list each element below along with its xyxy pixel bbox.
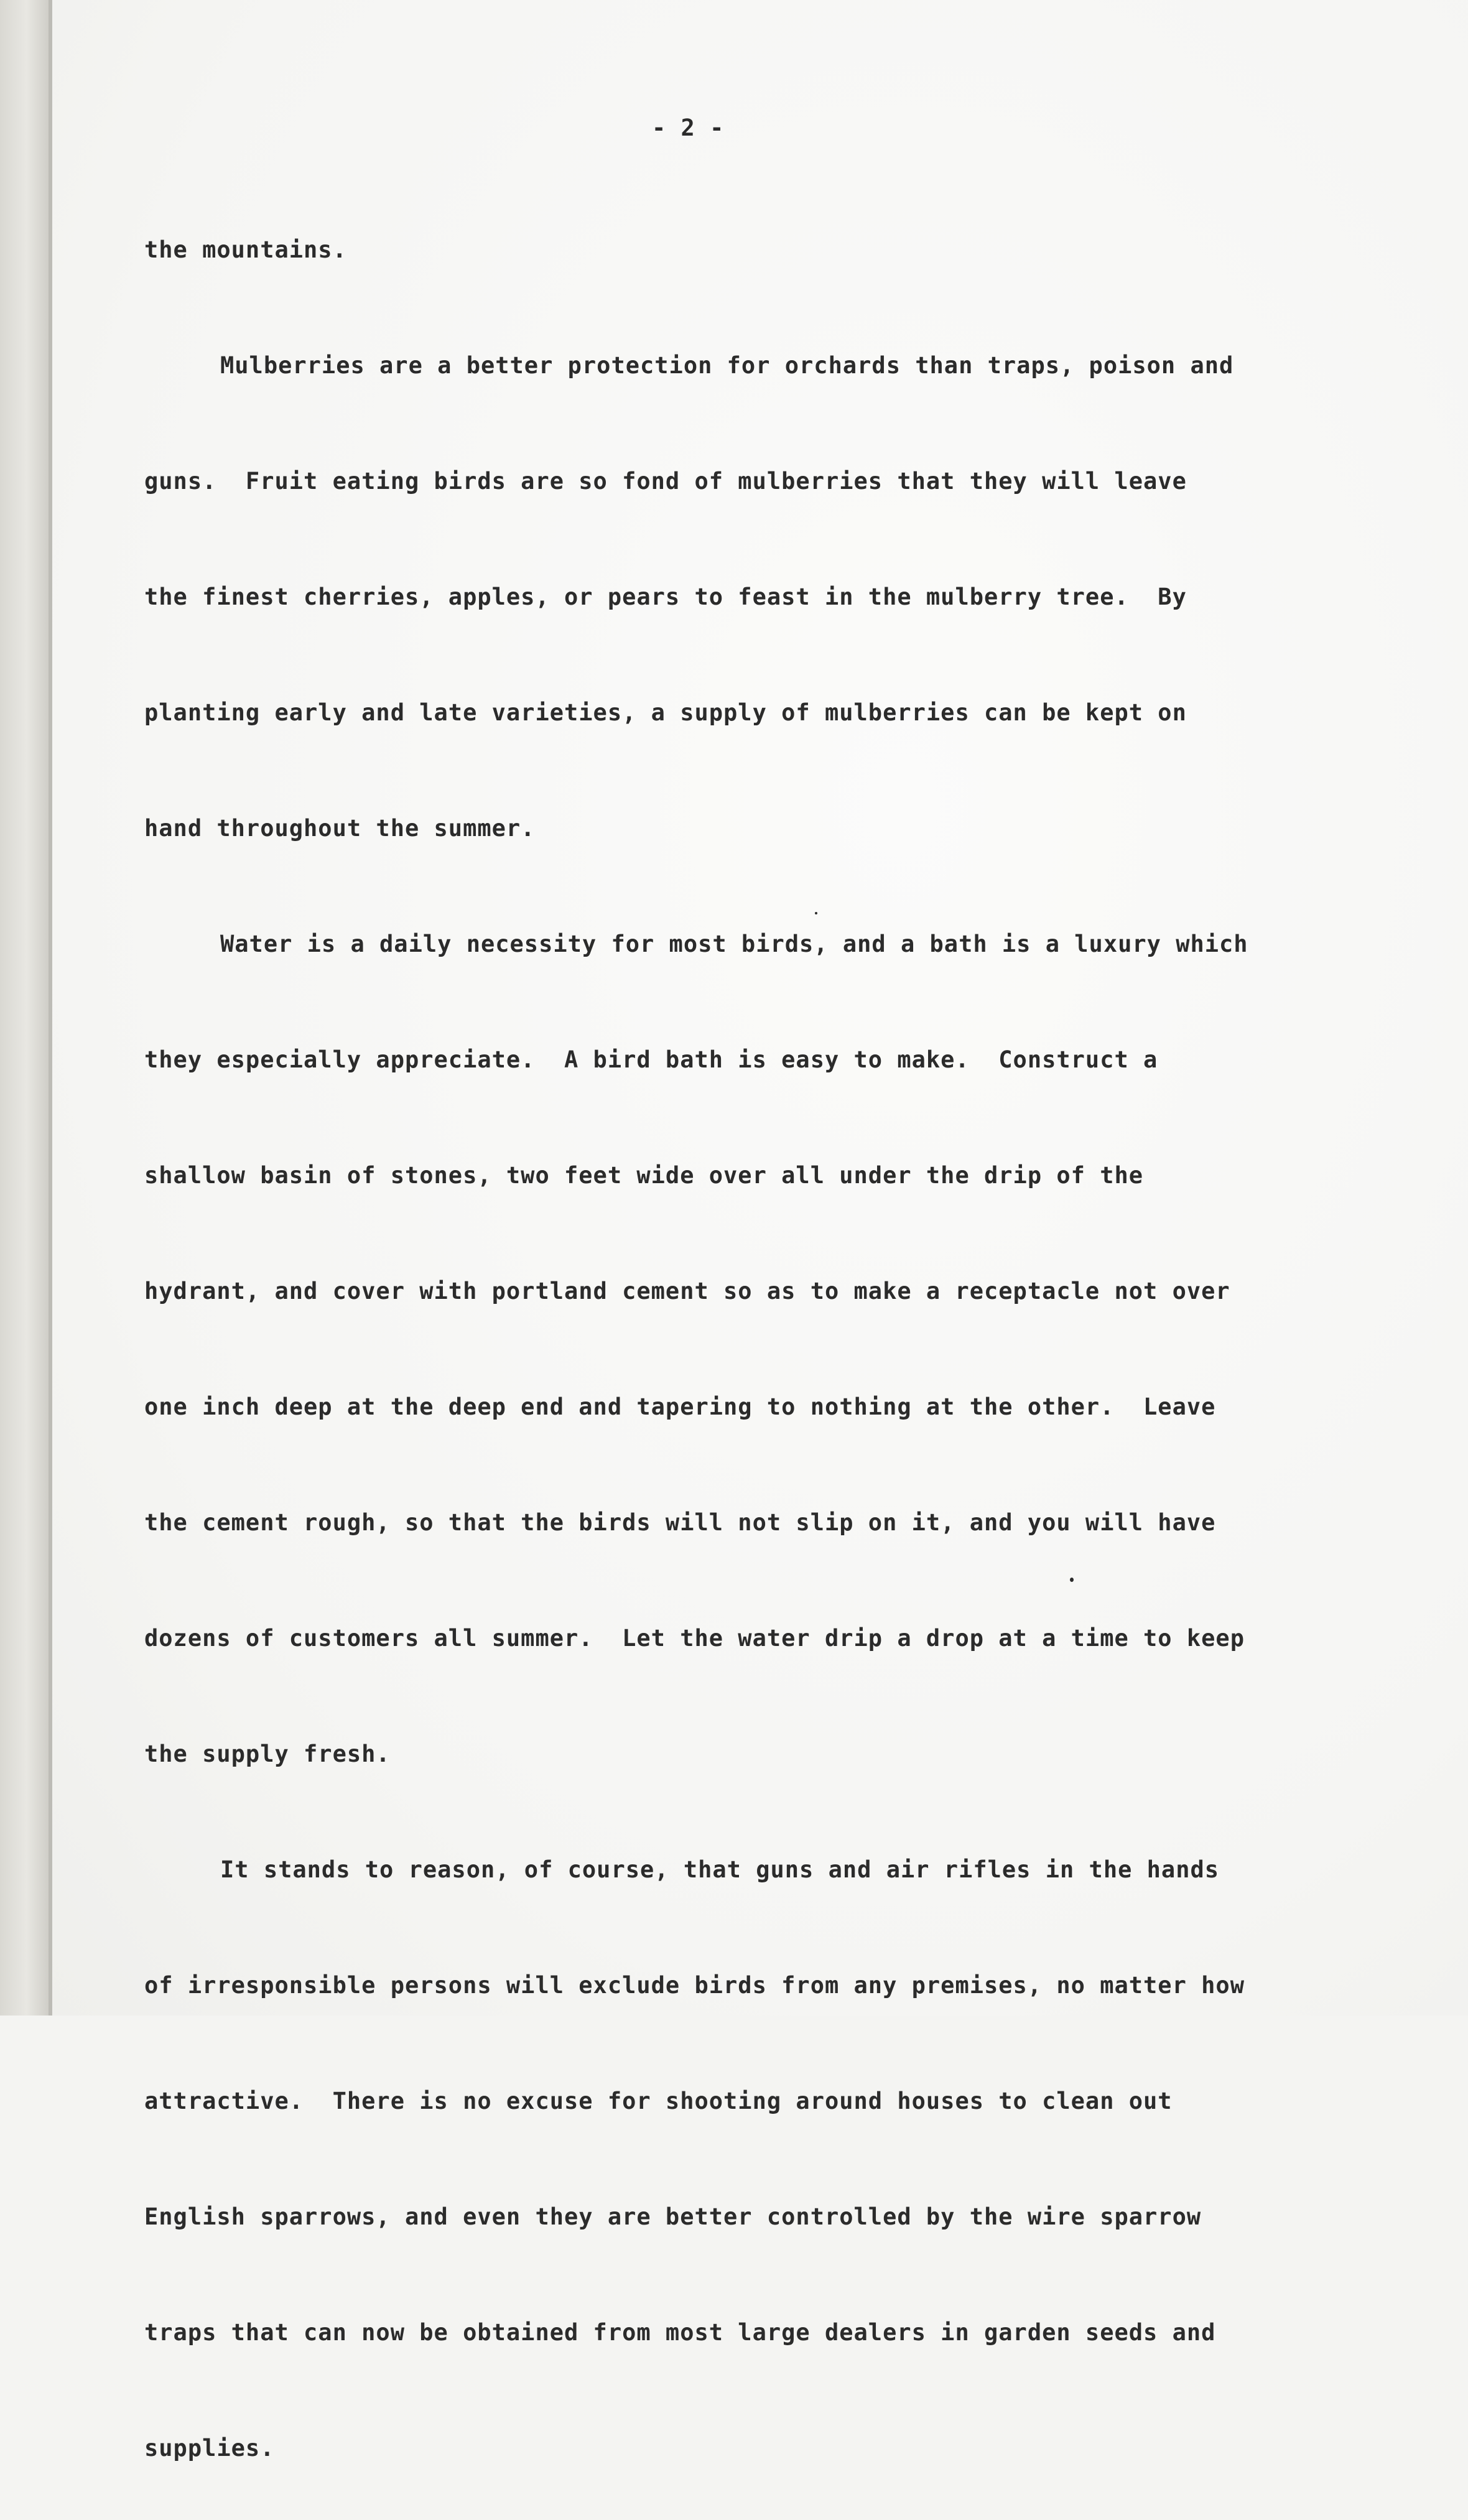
text-line: hand throughout the summer. [144, 815, 536, 842]
text-line: dozens of customers all summer. Let the water drip a drop at a time to keep [144, 1625, 1245, 1652]
text-line: planting early and late varieties, a supply of mulberries can be kept on [144, 699, 1187, 726]
text-line: the cement rough, so that the birds will not slip on it, and you will have [144, 1509, 1216, 1536]
text-line: one inch deep at the deep end and tapering to nothing at the other. Leave [144, 1393, 1216, 1420]
text-line: shallow basin of stones, two feet wide over all under the drip of the [144, 1162, 1144, 1189]
underlying-page-strip [0, 0, 49, 2016]
text-line: the supply fresh. [144, 1741, 391, 1767]
body-text [144, 179, 1248, 2520]
text-line: Mulberries are a better protection for orchards than traps, poison and [220, 352, 1234, 379]
text-line: of irresponsible persons will exclude birds from any premises, no matter how [144, 1972, 1245, 1999]
text-line: the finest cherries, apples, or pears to feast in the mulberry tree. By [144, 584, 1187, 610]
text-line: English sparrows, and even they are better controlled by the wire sparrow [144, 2203, 1202, 2230]
text-line: the mountains. [144, 236, 347, 263]
text-line: they especially appreciate. A bird bath is easy to make. Construct a [144, 1046, 1158, 1073]
text-line: Water is a daily necessity for most birds, and a bath is a luxury which [220, 931, 1248, 957]
text-line: guns. Fruit eating birds are so fond of mulberries that they will leave [144, 468, 1187, 495]
text-line: supplies. [144, 2435, 275, 2462]
text-line: traps that can now be obtained from most large dealers in garden seeds and [144, 2319, 1216, 2346]
text-line: hydrant, and cover with portland cement so as to make a receptacle not over [144, 1278, 1230, 1304]
text-line: It stands to reason, of course, that guns and air rifles in the hands [220, 1856, 1220, 1883]
page-number: - 2 - [652, 114, 725, 141]
text-line: attractive. There is no excuse for shooting around houses to clean out [144, 2088, 1173, 2114]
